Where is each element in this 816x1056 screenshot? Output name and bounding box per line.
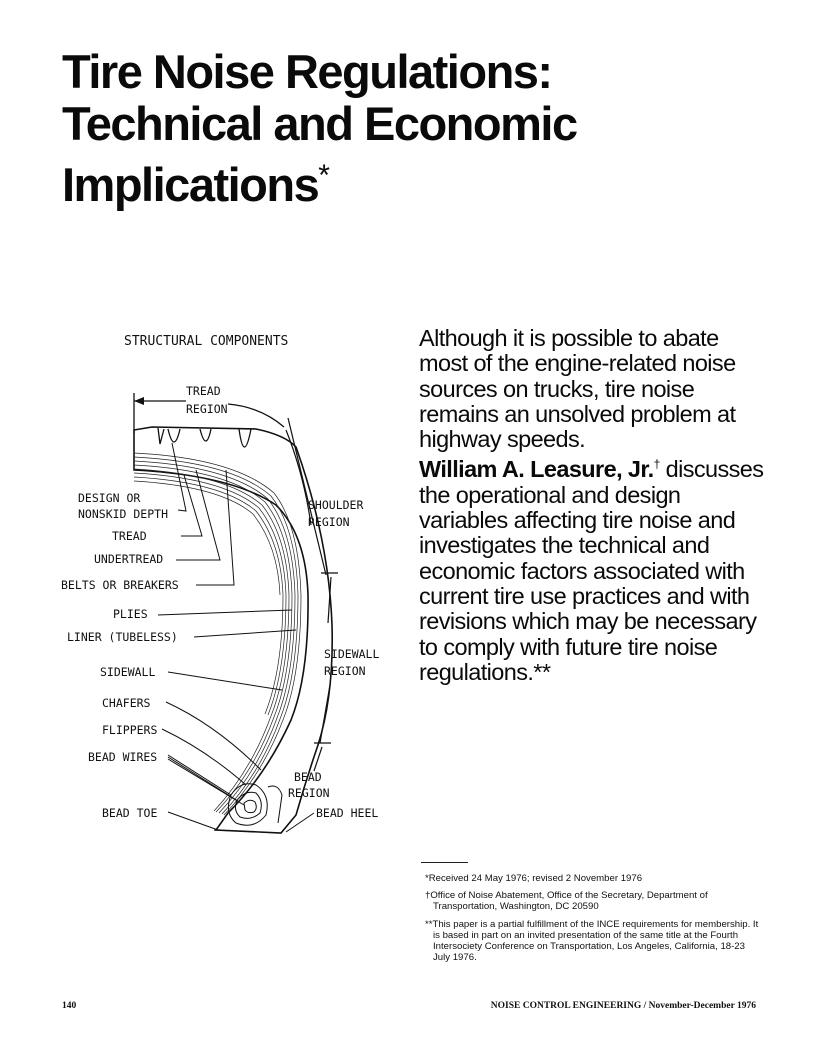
footnote-rule bbox=[421, 862, 468, 863]
figure-heading: STRUCTURAL COMPONENTS bbox=[124, 334, 289, 349]
footnote-received: *Received 24 May 1976; revised 2 November 1976 bbox=[425, 873, 643, 884]
author-name: William A. Leasure, Jr. bbox=[419, 456, 654, 483]
design-depth-label-1: DESIGN OR bbox=[78, 491, 141, 505]
chafers-label: CHAFERS bbox=[102, 696, 151, 710]
lead-text-2: discusses the operational and design variables affecting tire noise and investigates the technical and economic factors associated with current tire use practices and with revisions which may be necessary to comply with future tire noise regulations.** bbox=[419, 456, 764, 685]
tread-region-label-1: TREAD bbox=[186, 384, 221, 398]
title-line-3 bbox=[62, 150, 762, 211]
title-line-3-text: Implications bbox=[62, 158, 319, 211]
tire-cross-section-diagram bbox=[56, 325, 396, 845]
liner-label: LINER (TUBELESS) bbox=[67, 630, 178, 644]
article-title bbox=[62, 46, 762, 211]
tread-region-label-2: REGION bbox=[186, 402, 228, 416]
tire-structure-figure bbox=[56, 325, 396, 845]
title-footnote-mark: * bbox=[318, 159, 330, 192]
author-footnote-mark: † bbox=[653, 457, 660, 472]
footnote-affiliation: †Office of Noise Abatement, Office of the Secretary, Department of Transportation, Washington, DC 20590 bbox=[425, 890, 708, 913]
undertread-label: UNDERTREAD bbox=[94, 552, 164, 566]
tread-label: TREAD bbox=[112, 529, 147, 543]
journal-running-footer: NOISE CONTROL ENGINEERING / November-December 1976 bbox=[490, 1001, 756, 1011]
shoulder-region-label-1: SHOULDER bbox=[308, 498, 364, 512]
sidewall-region-label-1: SIDEWALL bbox=[324, 647, 380, 661]
title-line-2: Technical and Economic bbox=[62, 97, 577, 150]
bead-wires-label: BEAD WIRES bbox=[88, 750, 158, 764]
belts-label: BELTS OR BREAKERS bbox=[61, 578, 179, 592]
design-depth-label-2: NONSKID DEPTH bbox=[78, 507, 169, 521]
footnote-paper-note: **This paper is a partial fulfillment of the INCE requirements for membership. It is based in part on an invited presentation of the same title at the Fourth Intersociety Conference on Transportation, Los Angeles, California, 18-23 July 1976. bbox=[425, 918, 759, 964]
lead-text-1: Although it is possible to abate most of the engine-related noise sources on trucks, tire noise remains an unsolved problem at highway speeds. bbox=[419, 325, 736, 453]
footnotes bbox=[425, 873, 761, 969]
page-number: 140 bbox=[62, 1001, 77, 1011]
plies-label: PLIES bbox=[113, 607, 148, 621]
bead-region-label-1: BEAD bbox=[294, 770, 322, 784]
sidewall-label: SIDEWALL bbox=[100, 665, 156, 679]
lead-paragraph bbox=[419, 326, 769, 685]
title-line-1: Tire Noise Regulations: bbox=[62, 45, 552, 98]
shoulder-region-label-2: REGION bbox=[308, 515, 350, 529]
bead-toe-label: BEAD TOE bbox=[102, 806, 158, 820]
bead-region-label-2: REGION bbox=[288, 786, 330, 800]
bead-heel-label: BEAD HEEL bbox=[316, 806, 379, 820]
sidewall-region-label-2: REGION bbox=[324, 664, 366, 678]
flippers-label: FLIPPERS bbox=[102, 723, 158, 737]
